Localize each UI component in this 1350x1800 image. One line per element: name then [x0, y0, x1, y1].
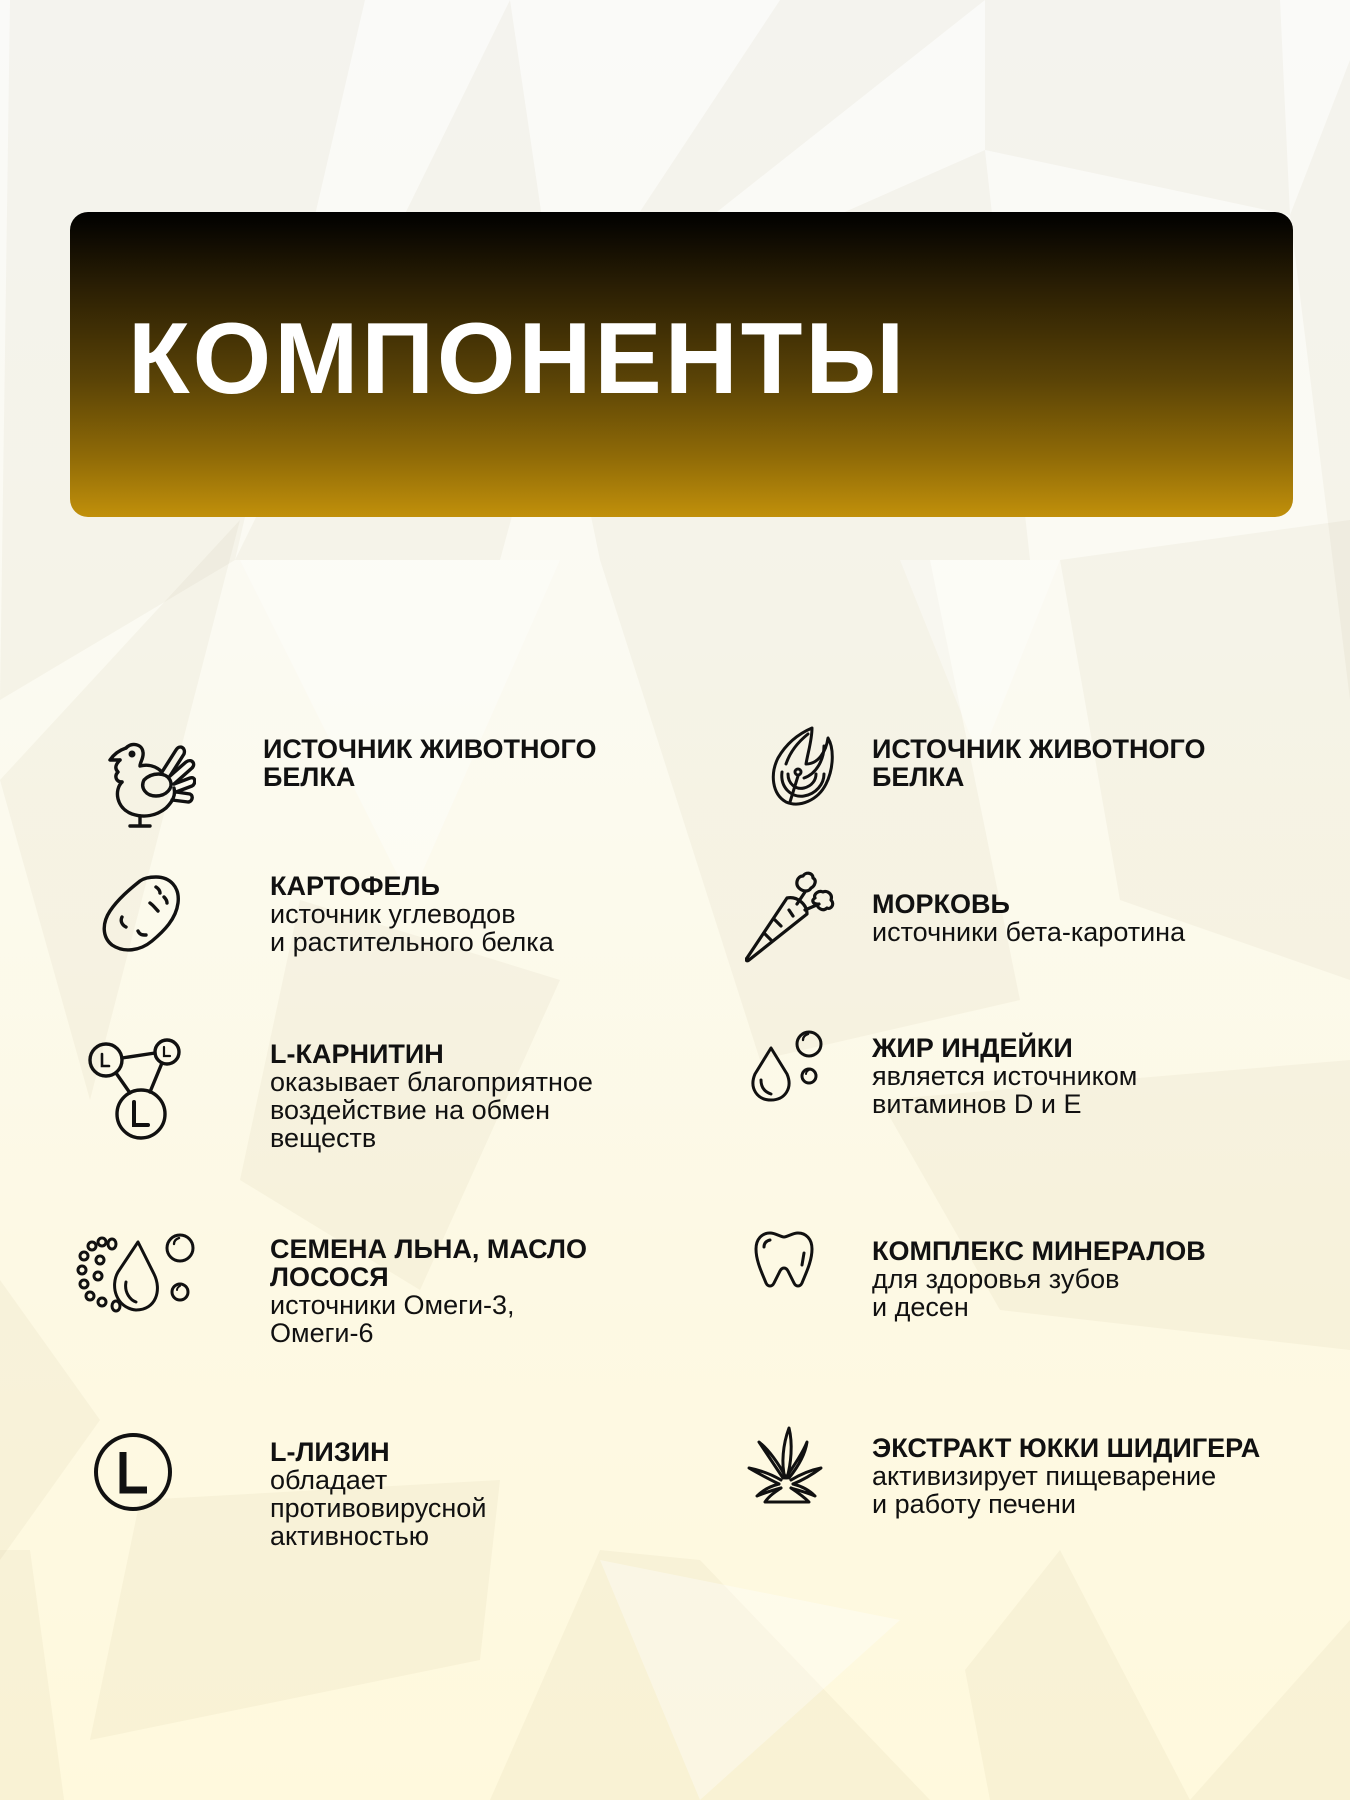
- title-line: ЭКСТРАКТ ЮККИ ШИДИГЕРА: [872, 1433, 1261, 1463]
- l-lysine-circle-icon: [93, 1432, 173, 1512]
- header-banner: [70, 212, 1293, 517]
- title-line: БЕЛКА: [872, 762, 965, 792]
- component-description: [270, 1291, 587, 1347]
- component-title: [872, 1034, 1137, 1062]
- component-title: [872, 890, 1185, 918]
- title-line: КАРТОФЕЛЬ: [270, 871, 440, 901]
- salmon-steak-icon: [768, 724, 836, 808]
- component-title: [270, 1438, 486, 1466]
- desc-line: для здоровья зубов: [872, 1264, 1120, 1294]
- tooth-icon: [754, 1229, 814, 1289]
- title-line: БЕЛКА: [263, 762, 356, 792]
- component-description: [270, 1466, 486, 1550]
- component-title: [872, 735, 1206, 791]
- potato-icon: [100, 873, 182, 955]
- carrot-icon: [745, 870, 837, 964]
- desc-line: активностью: [270, 1521, 430, 1551]
- title-line: МОРКОВЬ: [872, 889, 1010, 919]
- title-line: ИСТОЧНИК ЖИВОТНОГО: [263, 734, 597, 764]
- desc-line: источники бета-каротина: [872, 917, 1186, 947]
- component-title: [270, 872, 554, 900]
- component-title: [263, 735, 597, 791]
- component-description: [872, 1062, 1137, 1118]
- page-title: КОМПОНЕНТЫ: [128, 303, 908, 415]
- desc-line: активизирует пищеварение: [872, 1461, 1217, 1491]
- component-description: [872, 1462, 1260, 1518]
- desc-line: оказывает благоприятное: [270, 1067, 593, 1097]
- desc-line: витаминов D и E: [872, 1089, 1082, 1119]
- desc-line: и десен: [872, 1292, 969, 1322]
- component-description: [872, 1265, 1206, 1321]
- desc-line: и растительного белка: [270, 927, 554, 957]
- component-description: [270, 900, 554, 956]
- component-title: [270, 1235, 587, 1291]
- component-description: [872, 918, 1185, 946]
- title-line: СЕМЕНА ЛЬНА, МАСЛО: [270, 1234, 587, 1264]
- title-line: L-КАРНИТИН: [270, 1039, 444, 1069]
- yucca-plant-icon: [745, 1424, 825, 1506]
- oil-seeds-drop-icon: [76, 1232, 200, 1318]
- desc-line: источник углеводов: [270, 899, 516, 929]
- l-carnitine-molecule-icon: [86, 1036, 186, 1142]
- desc-line: источники Омеги-3,: [270, 1290, 515, 1320]
- desc-line: Омеги-6: [270, 1318, 374, 1348]
- title-line: ИСТОЧНИК ЖИВОТНОГО: [872, 734, 1206, 764]
- title-line: ЛОСОСЯ: [270, 1262, 389, 1292]
- title-line: КОМПЛЕКС МИНЕРАЛОВ: [872, 1236, 1206, 1266]
- desc-line: обладает: [270, 1465, 388, 1495]
- desc-line: противовирусной: [270, 1493, 487, 1523]
- component-title: [270, 1040, 593, 1068]
- component-title: [872, 1434, 1260, 1462]
- component-description: [270, 1068, 593, 1152]
- desc-line: и работу печени: [872, 1489, 1076, 1519]
- turkey-icon: [96, 738, 196, 830]
- title-line: ЖИР ИНДЕЙКИ: [872, 1033, 1073, 1063]
- title-line: L-ЛИЗИН: [270, 1437, 390, 1467]
- desc-line: веществ: [270, 1123, 377, 1153]
- desc-line: воздействие на обмен: [270, 1095, 551, 1125]
- fat-drop-icon: [747, 1030, 823, 1104]
- component-title: [872, 1237, 1206, 1265]
- desc-line: является источником: [872, 1061, 1138, 1091]
